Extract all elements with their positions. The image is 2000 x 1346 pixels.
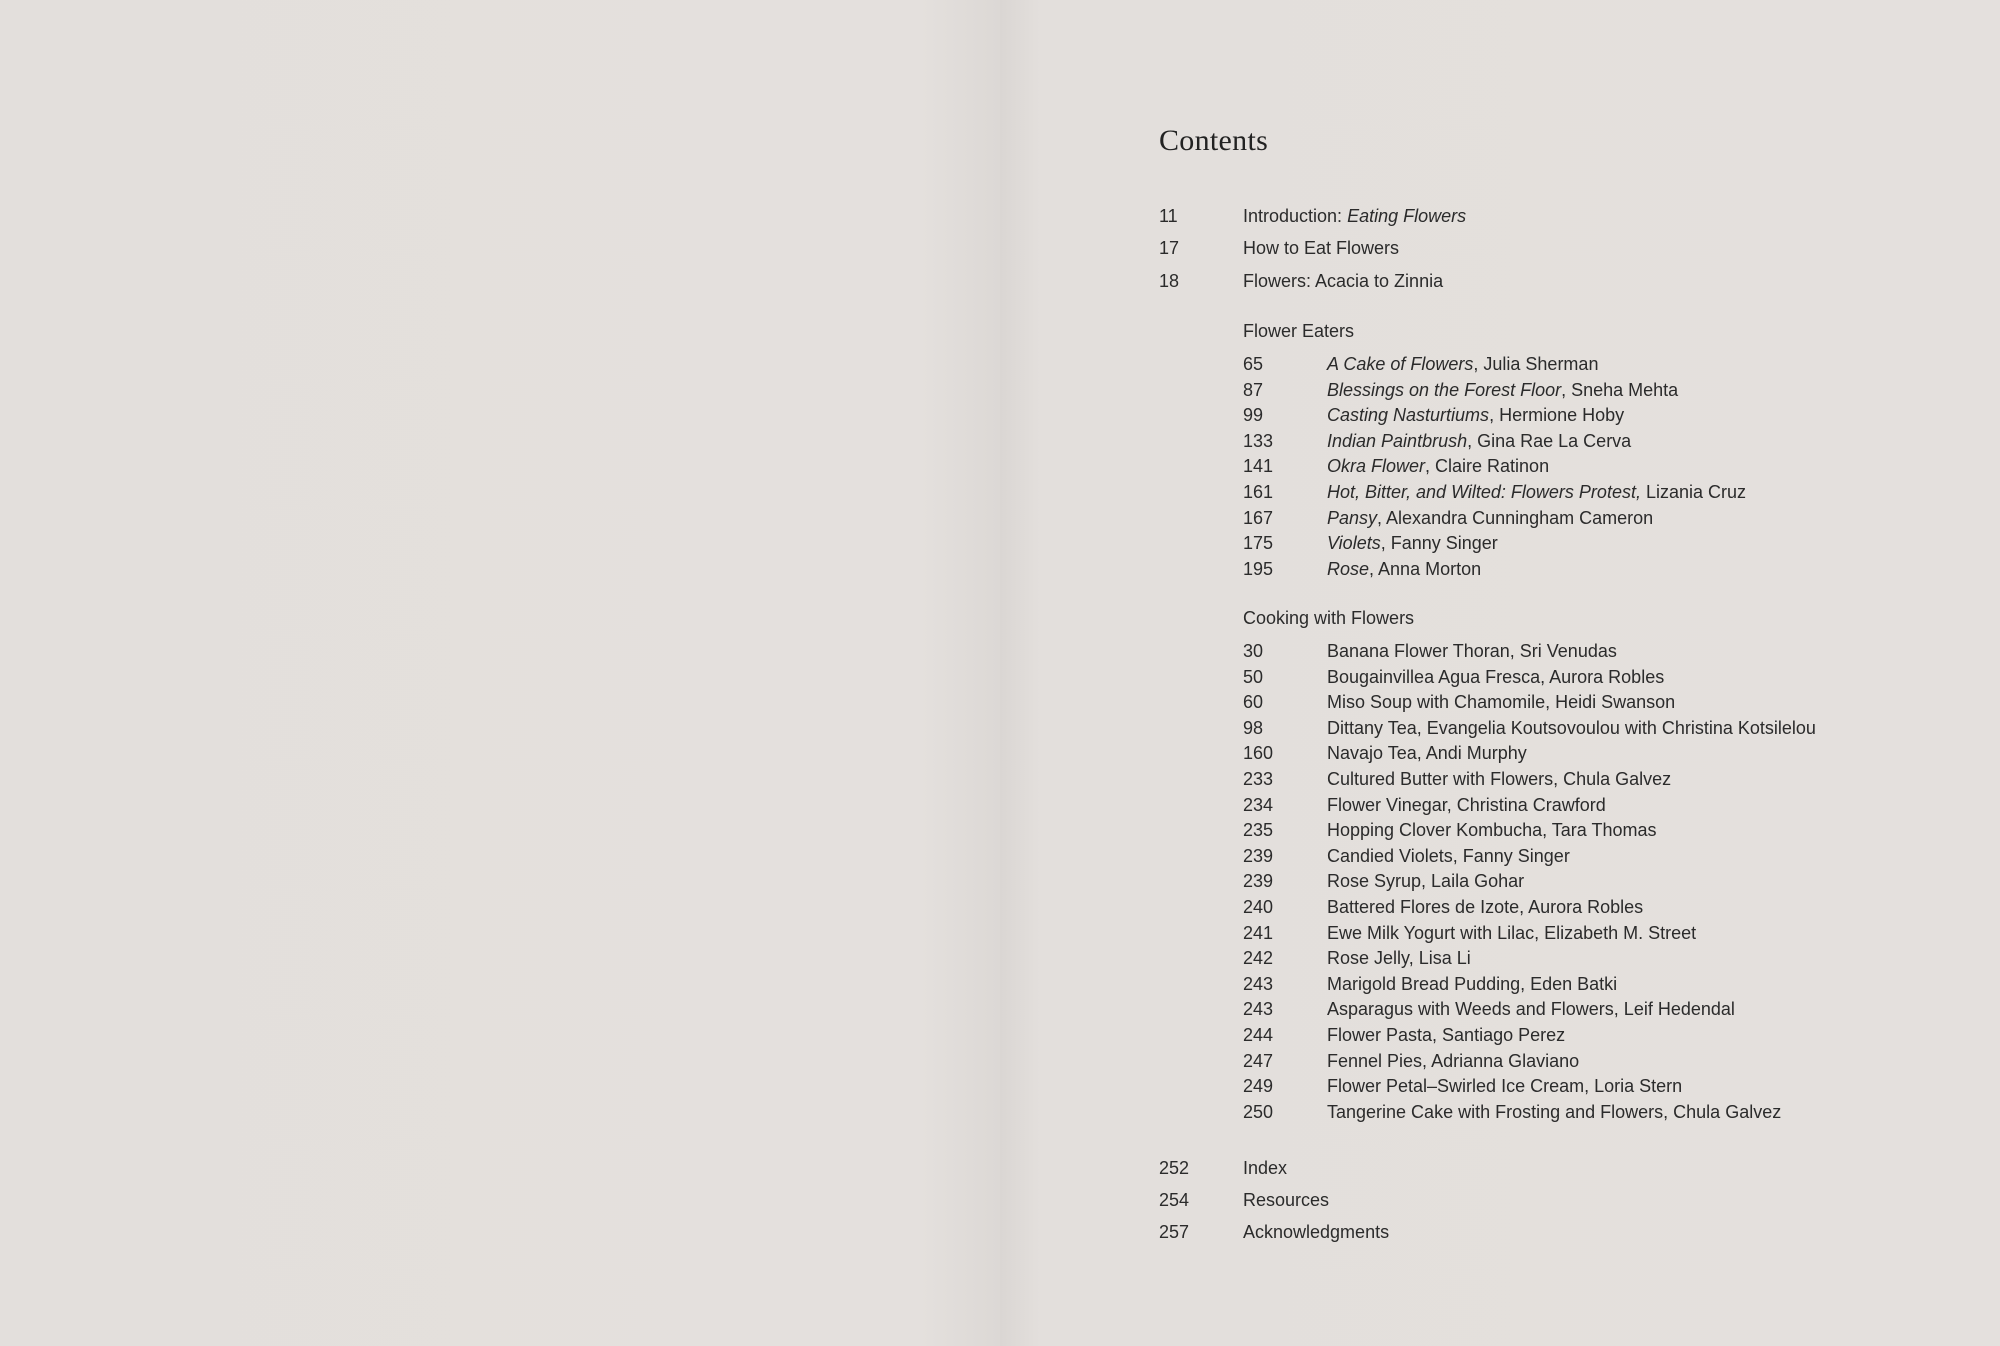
entry-title: Flowers: Acacia to Zinnia [1243, 271, 1444, 291]
entry-title: Banana Flower Thoran, Sri Venudas [1327, 641, 1617, 661]
entry-title [1327, 558, 1481, 580]
entry-title [1327, 379, 1678, 401]
page-number: 65 [1243, 354, 1264, 374]
page-number: 133 [1243, 430, 1274, 451]
page-number: 161 [1243, 482, 1274, 502]
entry-title-italic: Okra Flower [1327, 456, 1426, 477]
entry-author: , Claire Ratinon [1425, 456, 1550, 477]
entry-title-italic: Indian Paintbrush [1327, 430, 1468, 451]
page-number: 243 [1243, 973, 1274, 994]
page-number: 141 [1243, 456, 1274, 477]
page-number: 239 [1243, 845, 1274, 866]
entry-title: Battered Flores de Izote, Aurora Robles [1327, 897, 1644, 917]
entry-title-plain: Introduction: [1243, 206, 1348, 226]
page-number: 50 [1243, 666, 1264, 687]
page-number: 250 [1243, 1101, 1274, 1122]
entry-title: Acknowledgments [1243, 1222, 1390, 1242]
entry-title: Cultured Butter with Flowers, Chula Galvez [1327, 769, 1672, 789]
section-heading-flower-eaters: Flower Eaters [1243, 321, 1355, 341]
entry-title: Dittany Tea, Evangelia Koutsovoulou with Christina Kotsilelou [1327, 717, 1816, 738]
entry-title: Ewe Milk Yogurt with Lilac, Elizabeth M. Street [1327, 922, 1697, 943]
page-number: 257 [1159, 1222, 1190, 1242]
page-number: 241 [1243, 922, 1274, 943]
page-number: 11 [1159, 206, 1178, 226]
entry-title: Index [1243, 1158, 1288, 1178]
page-number: 235 [1243, 820, 1274, 841]
entry-title: Hopping Clover Kombucha, Tara Thomas [1327, 820, 1657, 841]
section-heading-cooking: Cooking with Flowers [1243, 608, 1415, 628]
entry-title: Rose Jelly, Lisa Li [1327, 948, 1471, 969]
entry-title [1327, 353, 1598, 375]
entry-title: Resources [1243, 1190, 1330, 1210]
page-number: 87 [1243, 379, 1264, 400]
entry-author: , Julia Sherman [1473, 354, 1599, 374]
entry-title: Fennel Pies, Adrianna Glaviano [1327, 1050, 1580, 1071]
entry-title [1327, 532, 1498, 554]
page-number: 247 [1243, 1050, 1274, 1071]
page-number: 98 [1243, 717, 1264, 738]
entry-title: Flower Pasta, Santiago Perez [1327, 1025, 1566, 1045]
entry-title [1327, 507, 1653, 529]
entry-title: How to Eat Flowers [1243, 238, 1400, 258]
entry-title: Rose Syrup, Laila Gohar [1327, 871, 1525, 892]
entry-title: Bougainvillea Agua Fresca, Aurora Robles [1327, 666, 1665, 687]
page-number: 167 [1243, 507, 1274, 528]
page-number: 252 [1159, 1158, 1190, 1178]
entry-title: Tangerine Cake with Frosting and Flowers, Chula Galvez [1327, 1101, 1782, 1122]
entry-author: , Anna Morton [1369, 558, 1482, 579]
entry-author: , Gina Rae La Cerva [1467, 430, 1632, 451]
entry-title [1243, 205, 1466, 227]
page-number: 99 [1243, 405, 1264, 426]
page-number: 240 [1243, 897, 1274, 917]
page-number: 160 [1243, 743, 1274, 764]
entry-title-italic: Casting Nasturtiums [1327, 405, 1490, 426]
page-number: 60 [1243, 692, 1264, 713]
page-number: 195 [1243, 558, 1274, 579]
entry-title: Flower Petal–Swirled Ice Cream, Loria Stern [1327, 1076, 1683, 1097]
entry-title: Miso Soup with Chamomile, Heidi Swanson [1327, 692, 1676, 713]
page-number: 233 [1243, 769, 1274, 789]
entry-author: , Alexandra Cunningham Cameron [1377, 507, 1654, 528]
entry-title [1327, 404, 1624, 426]
page-number: 175 [1243, 533, 1274, 554]
entry-title-italic: A Cake of Flowers [1327, 354, 1474, 374]
entry-title-italic: Pansy [1327, 507, 1378, 528]
entry-title: Asparagus with Weeds and Flowers, Leif Hedendal [1327, 999, 1735, 1020]
entry-title [1327, 481, 1746, 503]
entry-title-italic: Violets [1327, 533, 1381, 554]
entry-title-italic: Blessings on the Forest Floor [1327, 379, 1562, 400]
page-number: 254 [1159, 1190, 1190, 1210]
page-number: 244 [1243, 1025, 1274, 1045]
page-number: 243 [1243, 999, 1274, 1020]
entry-author: Lizania Cruz [1640, 482, 1747, 502]
page-number: 249 [1243, 1076, 1274, 1097]
page-number: 234 [1243, 794, 1274, 815]
page-number: 30 [1243, 641, 1264, 661]
page-number: 239 [1243, 871, 1274, 892]
entry-author: , Fanny Singer [1380, 533, 1498, 554]
entry-author: , Hermione Hoby [1489, 405, 1625, 426]
entry-title [1327, 430, 1631, 452]
entry-title [1327, 455, 1549, 477]
page-number: 18 [1159, 271, 1180, 291]
entry-title-italic: Hot, Bitter, and Wilted: Flowers Protest, [1327, 482, 1641, 502]
entry-title: Navajo Tea, Andi Murphy [1327, 743, 1527, 764]
entry-title: Flower Vinegar, Christina Crawford [1327, 794, 1606, 815]
entry-title: Marigold Bread Pudding, Eden Batki [1327, 973, 1618, 994]
page-title: Contents [1159, 124, 1269, 157]
entry-title: Candied Violets, Fanny Singer [1327, 845, 1570, 866]
entry-author: , Sneha Mehta [1561, 379, 1679, 400]
page-number: 242 [1243, 948, 1274, 969]
page-number: 17 [1159, 238, 1180, 258]
entry-title-italic: Rose [1327, 558, 1370, 579]
entry-title-italic: Eating Flowers [1347, 206, 1467, 226]
